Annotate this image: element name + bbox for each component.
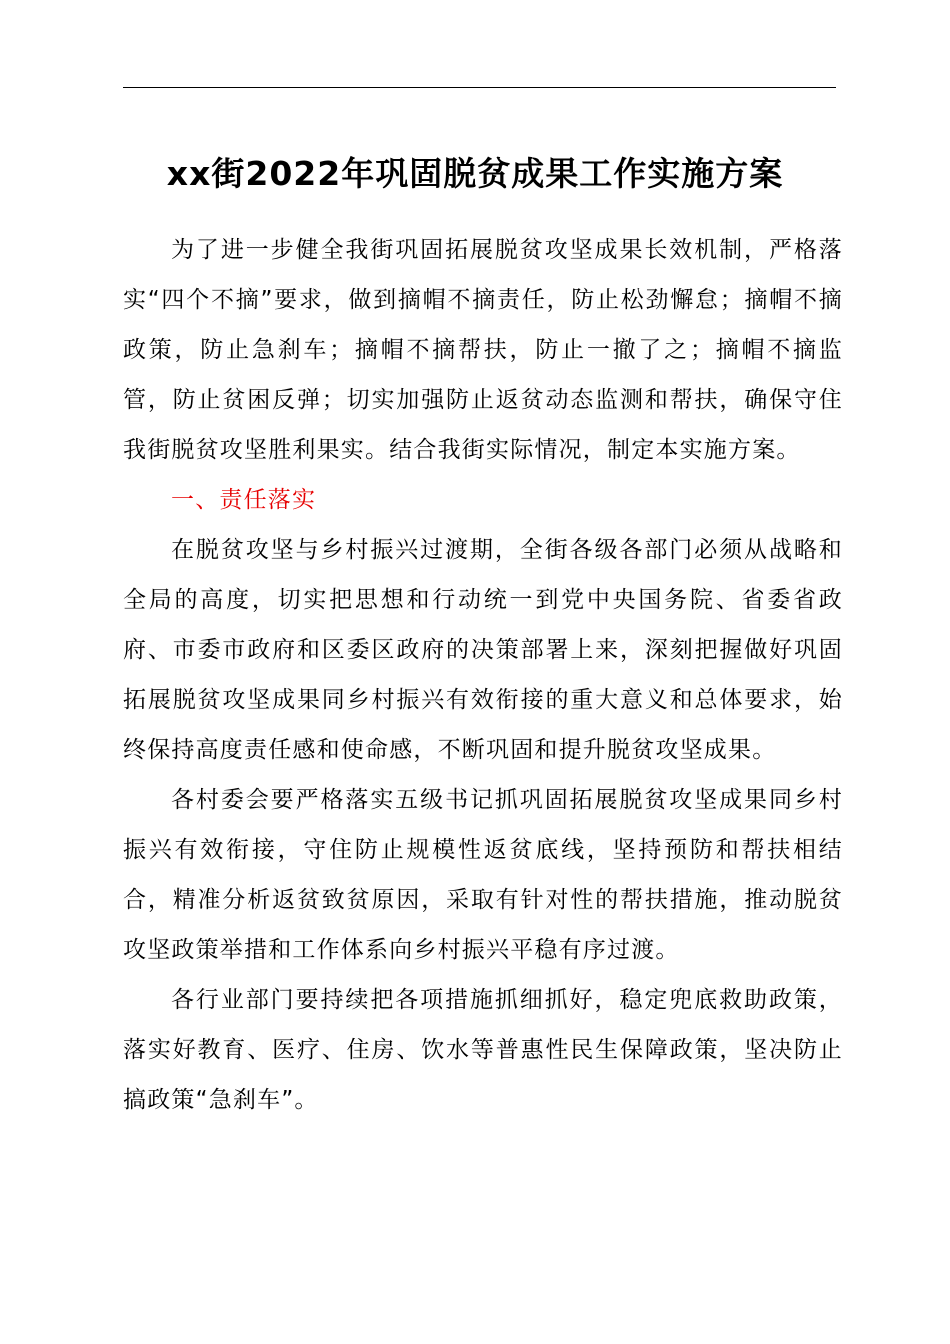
body-paragraph: 在脱贫攻坚与乡村振兴过渡期，全街各级各部门必须从战略和全局的高度，切实把思想和行动统一到党中央国务院、省委省政府、市委市政府和区委区政府的决策部署上来，深刻把握做好巩固拓展脱贫攻坚成果同乡村振兴有效衔接的重大意义和总体要求，始终保持高度责任感和使命感，不断巩固和提升脱贫攻坚成果。 xyxy=(123,537,843,763)
section-heading-responsibility: 一、责任落实 xyxy=(171,487,317,513)
body-paragraph: 各村委会要严格落实五级书记抓巩固拓展脱贫攻坚成果同乡村振兴有效衔接，守住防止规模性返贫底线，坚持预防和帮扶相结合，精准分析返贫致贫原因，采取有针对性的帮扶措施，推动脱贫攻坚政策举措和工作体系向乡村振兴平稳有序过渡。 xyxy=(123,787,843,963)
body-paragraph: 各行业部门要持续把各项措施抓细抓好，稳定兜底救助政策，落实好教育、医疗、住房、饮水等普惠性民生保障政策，坚决防止搞政策“急刹车”。 xyxy=(123,987,843,1113)
header-rule xyxy=(123,87,836,88)
document-title xyxy=(0,150,950,198)
document-body xyxy=(123,225,843,1125)
title-rest: 年巩固脱贫成果工作实施方案 xyxy=(341,154,784,193)
intro-paragraph: 为了进一步健全我街巩固拓展脱贫攻坚成果长效机制，严格落实“四个不摘”要求，做到摘帽不摘责任，防止松劲懈怠；摘帽不摘政策，防止急刹车；摘帽不摘帮扶，防止一撤了之；摘帽不摘监管，防止贫困反弹；切实加强防止返贫动态监测和帮扶，确保守住我街脱贫攻坚胜利果实。结合我街实际情况，制定本实施方案。 xyxy=(123,237,843,463)
title-place: 街 xyxy=(211,154,246,193)
title-year: 2022 xyxy=(245,154,342,193)
title-prefix: xx xyxy=(166,154,212,193)
